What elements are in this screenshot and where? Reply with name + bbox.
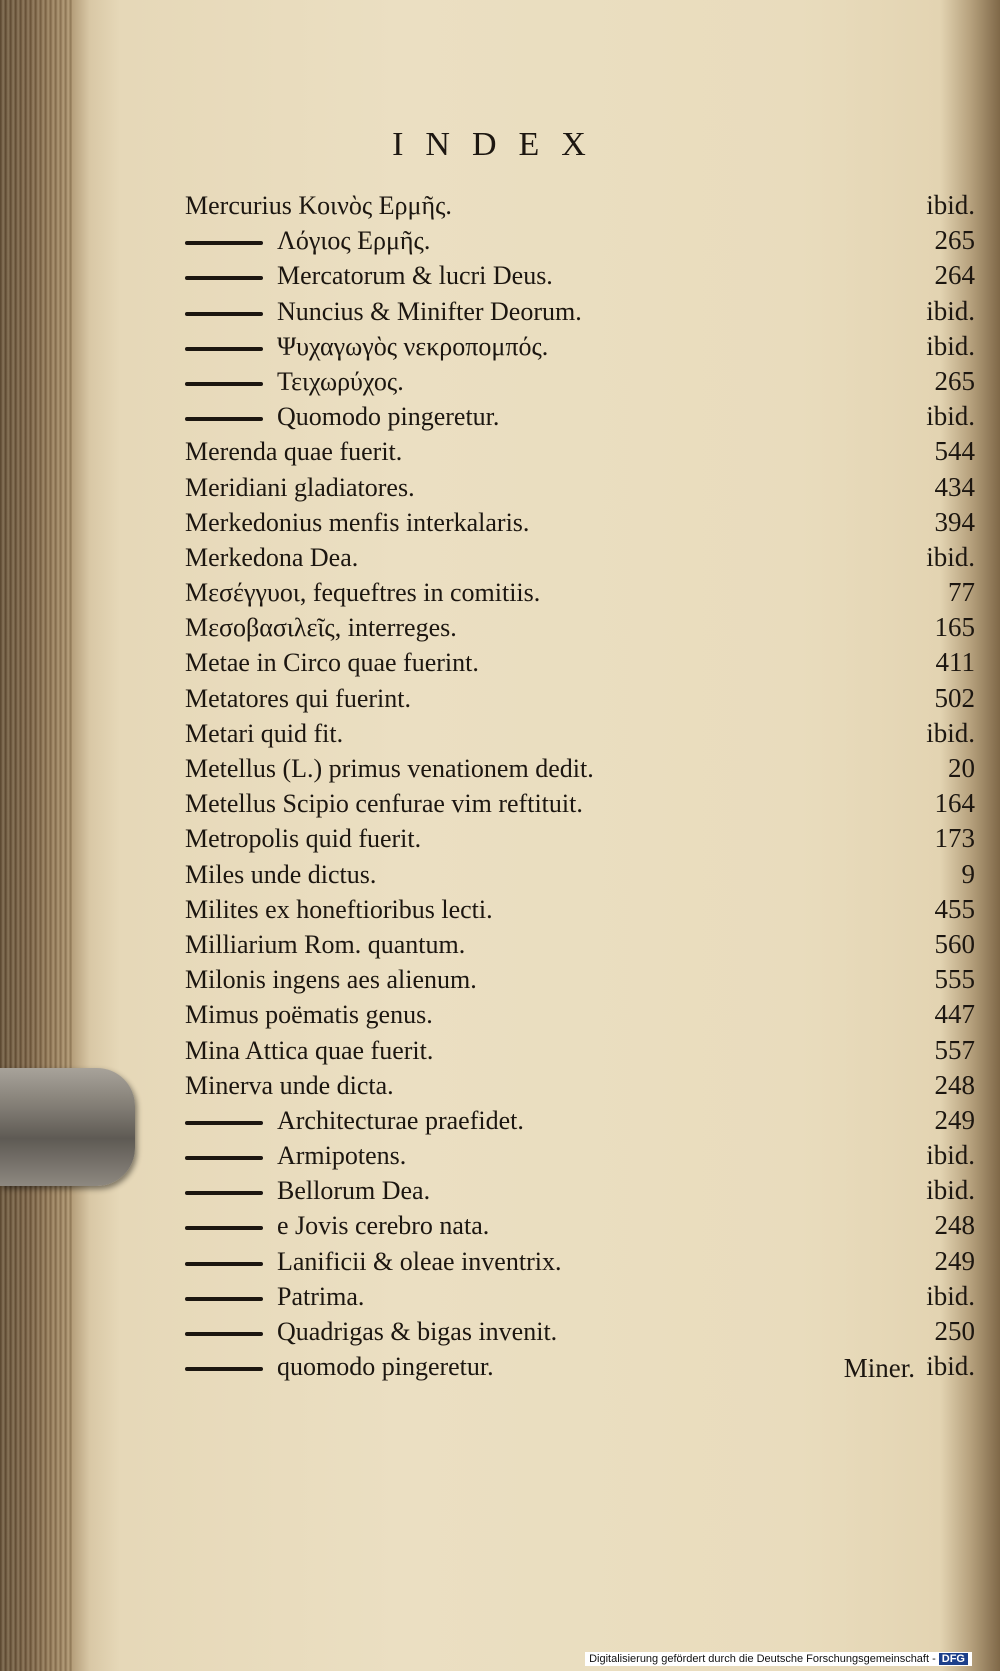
page-reference: 394 — [934, 506, 975, 537]
page-reference: 557 — [934, 1034, 975, 1065]
entry-text: Λόγιος Ερμῆς. — [277, 226, 431, 256]
credit-text: Digitalisierung gefördert durch die Deutsche Forschungsgemeinschaft - — [589, 1653, 936, 1665]
entry-text: Minerva unde dicta. — [185, 1070, 394, 1100]
index-entry — [185, 681, 975, 716]
index-entry — [185, 786, 975, 821]
entry-text: Mercurius Κοινὸς Ερμῆς. — [185, 191, 452, 220]
page-reference: 250 — [934, 1316, 975, 1346]
index-subentry — [185, 1208, 975, 1243]
index-entry — [185, 821, 975, 856]
entry-text: Patrima. — [277, 1281, 365, 1311]
page-reference: ibid. — [926, 330, 975, 361]
entry-text: Nuncius & Minifter Deorum. — [277, 296, 582, 326]
entry-text: Mimus poëmatis genus. — [185, 1000, 433, 1030]
entry-text: Quadrigas & bigas invenit. — [277, 1317, 558, 1346]
index-subentry — [185, 294, 975, 329]
index-entry — [185, 751, 975, 786]
index-entry — [185, 505, 975, 540]
entry-text: Ψυχαγωγὸς νεκροπομπός. — [277, 331, 549, 361]
index-entry — [185, 716, 975, 751]
page-reference: 447 — [934, 999, 975, 1030]
page-reference: 248 — [934, 1069, 975, 1100]
entry-text: Meridiani gladiatores. — [185, 472, 415, 502]
index-subentry — [185, 1138, 975, 1173]
page-reference: 434 — [934, 471, 975, 502]
page-reference: 411 — [935, 647, 975, 678]
page-reference: ibid. — [926, 717, 975, 748]
index-subentry — [185, 329, 975, 364]
entry-text: Metatores qui fuerint. — [185, 683, 411, 713]
page-reference: 20 — [948, 753, 975, 783]
index-subentry — [185, 364, 975, 399]
index-entry — [185, 188, 975, 223]
entry-text: Lanificii & oleae inventrix. — [277, 1246, 562, 1276]
page-reference: ibid. — [926, 295, 975, 326]
index-entry — [185, 610, 975, 645]
page-reference: ibid. — [926, 190, 975, 220]
entry-text: Armipotens. — [277, 1141, 407, 1171]
index-entry — [185, 540, 975, 575]
index-entry — [185, 962, 975, 997]
entry-text: Mina Attica quae fuerit. — [185, 1035, 434, 1065]
entry-text: Metellus (L.) primus venationem dedit. — [185, 754, 594, 783]
entry-text: Metellus Scipio cenfurae vim reftituit. — [185, 789, 583, 819]
entry-text: Merkedonius menfis interkalaris. — [185, 507, 530, 537]
page-reference: 9 — [961, 858, 975, 889]
index-subentry — [185, 258, 975, 293]
page-reference: ibid. — [926, 1140, 975, 1171]
index-entry — [185, 1033, 975, 1068]
entry-text: Merkedona Dea. — [185, 542, 359, 572]
entry-text: Merenda quae fuerit. — [185, 437, 403, 467]
index-entry-list — [185, 188, 975, 1384]
entry-text: Milonis ingens aes alienum. — [185, 965, 477, 995]
entry-text: Metari quid fit. — [185, 718, 344, 748]
page-reference: ibid. — [926, 401, 975, 432]
digitization-credit — [585, 1652, 972, 1666]
index-subentry — [185, 223, 975, 258]
page-reference: 455 — [934, 893, 975, 924]
page-reference: 264 — [934, 260, 975, 291]
index-entry — [185, 857, 975, 892]
page-reference: 77 — [948, 577, 975, 608]
entry-text: quomodo pingeretur. — [277, 1352, 494, 1382]
index-subentry — [185, 1244, 975, 1279]
index-subentry — [185, 1279, 975, 1314]
page-reference: 249 — [934, 1104, 975, 1135]
page-reference: 502 — [934, 682, 975, 713]
entry-text: Bellorum Dea. — [277, 1176, 431, 1206]
entry-text: Τειχωρύχος. — [277, 366, 404, 396]
page-header: INDEX — [392, 126, 608, 163]
book-page-edges — [0, 0, 72, 1671]
dfg-logo: DFG — [939, 1653, 968, 1665]
entry-text: Metae in Circo quae fuerint. — [185, 648, 479, 678]
entry-text: Mercatorum & lucri Deus. — [277, 261, 553, 291]
entry-text: Μεσοβασιλεῖς, interreges. — [185, 613, 457, 643]
index-subentry — [185, 1314, 975, 1349]
entry-text: Milites ex honeftioribus lecti. — [185, 894, 493, 924]
page-reference: 265 — [934, 365, 975, 396]
entry-text: e Jovis cerebro nata. — [277, 1211, 490, 1241]
entry-text: Μεσέγγυοι, fequeftres in comitiis. — [185, 578, 541, 608]
page-reference: 555 — [934, 964, 975, 995]
index-entry — [185, 892, 975, 927]
index-entry — [185, 470, 975, 505]
index-entry — [185, 1068, 975, 1103]
entry-text: Miles unde dictus. — [185, 859, 377, 889]
index-subentry — [185, 1103, 975, 1138]
page-reference: 164 — [934, 788, 975, 819]
index-subentry — [185, 1173, 975, 1208]
entry-text: Quomodo pingeretur. — [277, 402, 500, 432]
entry-text: Milliarium Rom. quantum. — [185, 929, 466, 959]
page-reference: ibid. — [926, 1351, 975, 1382]
index-entry — [185, 575, 975, 610]
index-subentry — [185, 399, 975, 434]
index-entry — [185, 927, 975, 962]
page-reference: 165 — [934, 612, 975, 643]
page-reference: 173 — [934, 823, 975, 854]
page-reference: ibid. — [926, 541, 975, 572]
index-entry — [185, 434, 975, 469]
catchword: Miner. — [843, 1353, 915, 1383]
page-reference: ibid. — [926, 1175, 975, 1206]
index-entry — [185, 645, 975, 680]
entry-text: Metropolis quid fuerit. — [185, 824, 422, 854]
entry-text: Architecturae praefidet. — [277, 1105, 524, 1135]
page-clip — [0, 1068, 135, 1186]
page-reference: 248 — [934, 1210, 975, 1241]
page-reference: ibid. — [926, 1280, 975, 1311]
page-reference: 265 — [934, 225, 975, 256]
page-reference: 560 — [934, 928, 975, 959]
page-reference: 544 — [934, 436, 975, 467]
page-reference: 249 — [934, 1245, 975, 1276]
index-entry — [185, 997, 975, 1032]
